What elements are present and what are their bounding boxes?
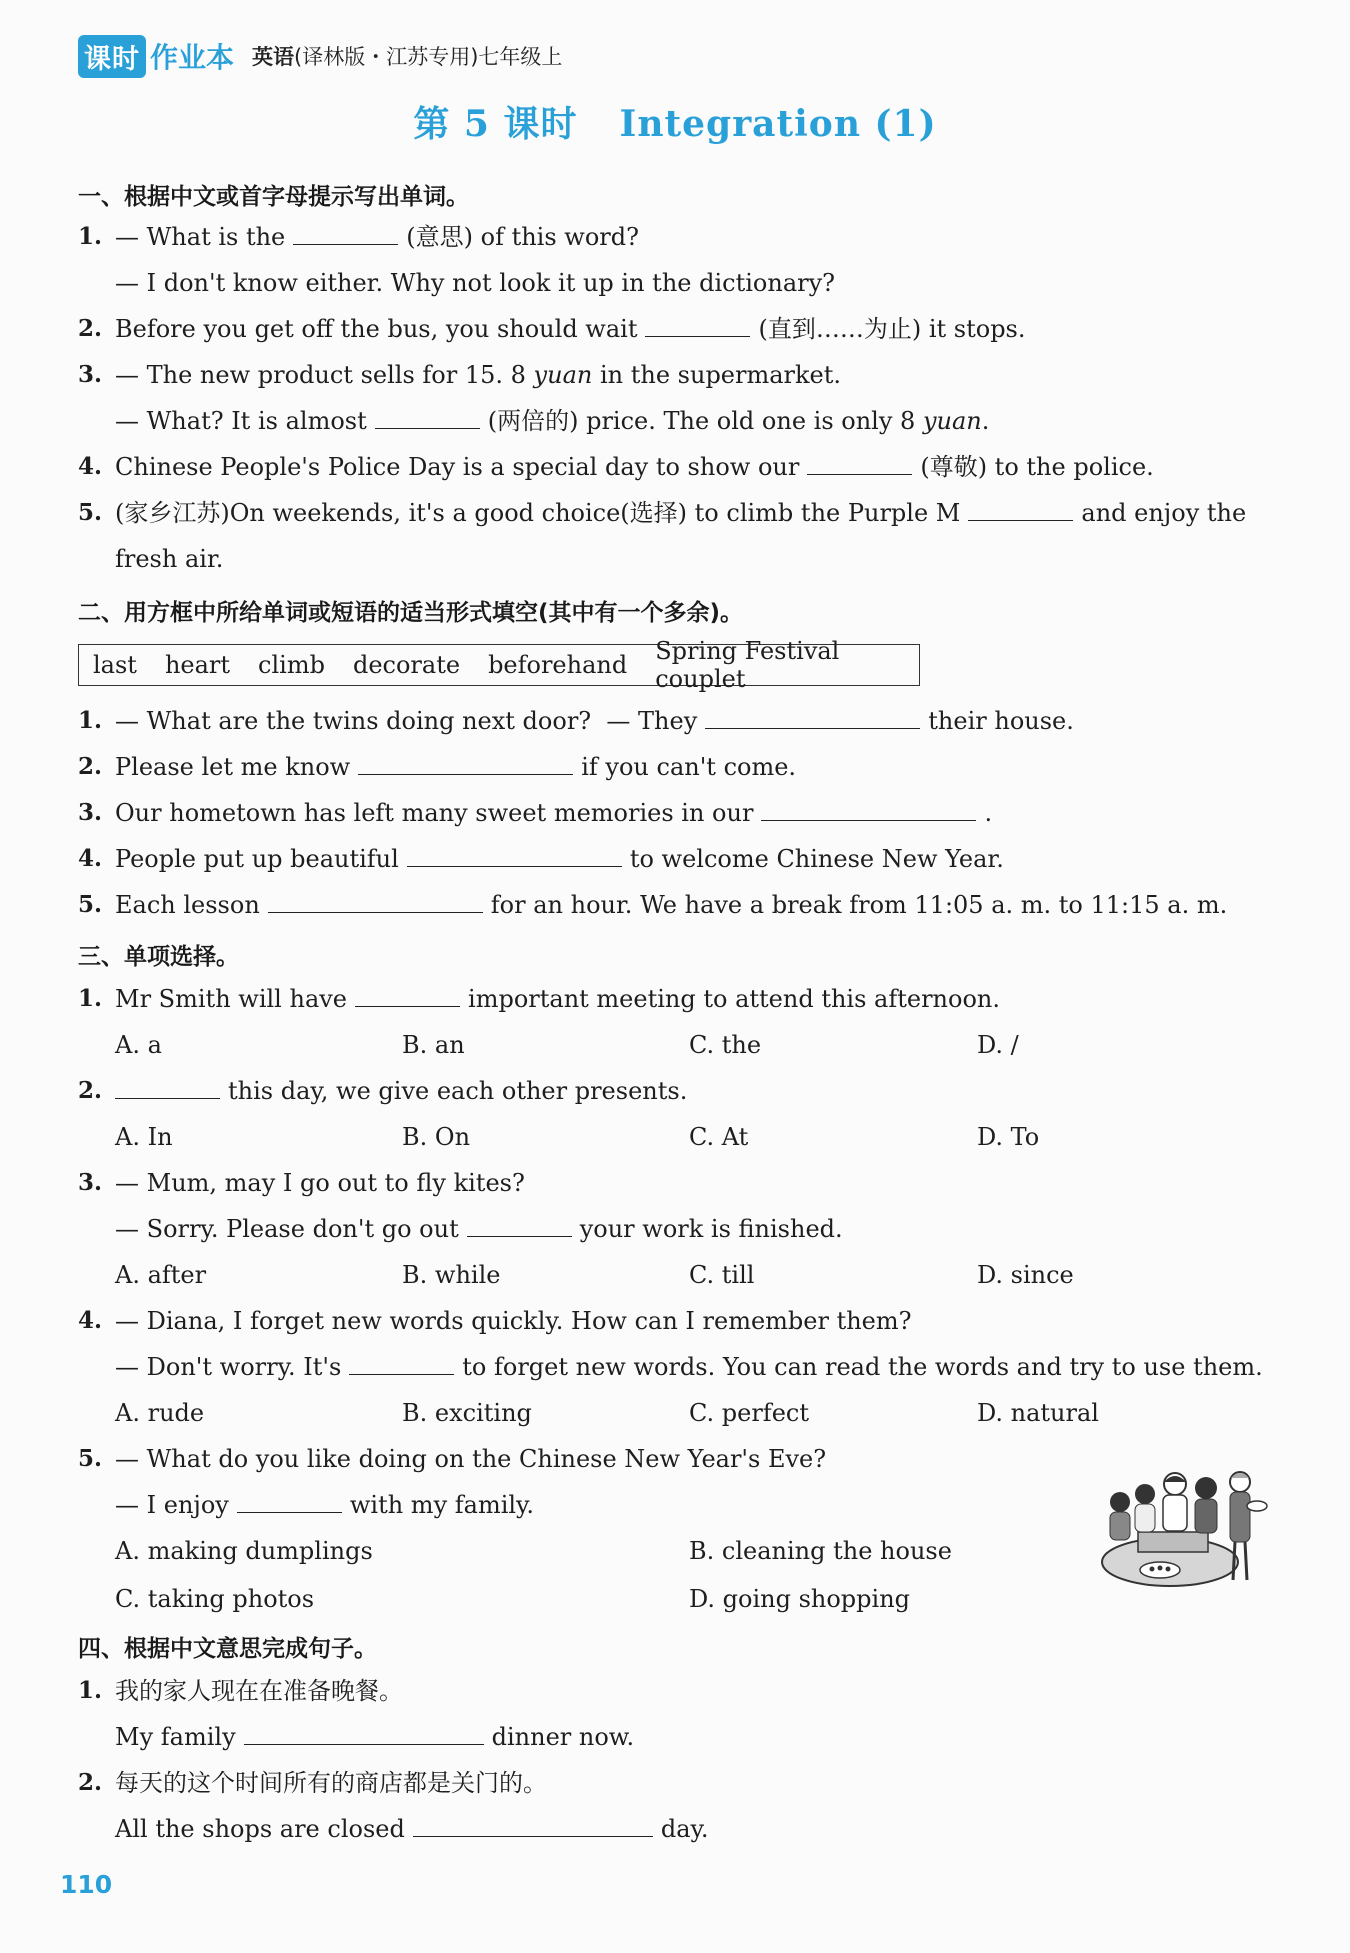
answer-blank[interactable] — [358, 752, 573, 775]
answer-blank[interactable] — [645, 314, 750, 337]
option-c[interactable]: C. the — [689, 1031, 762, 1059]
option-b[interactable]: B. On — [402, 1123, 471, 1151]
section-3-title: 三、单项选择。 — [78, 944, 239, 970]
option-b[interactable]: B. cleaning the house — [689, 1537, 952, 1565]
s1-q2 — [115, 314, 1026, 344]
question-number: 3. — [78, 799, 103, 826]
option-b[interactable]: B. an — [402, 1031, 465, 1059]
option-a[interactable]: A. after — [115, 1261, 207, 1289]
option-d[interactable]: D. going shopping — [689, 1585, 911, 1613]
text: — The new product sells for 15. 8 — [115, 361, 526, 389]
text: (两倍的) price. The old one is only 8 — [487, 407, 916, 435]
question-number: 4. — [78, 1307, 103, 1334]
text: Please let me know — [115, 753, 351, 781]
subject-label — [252, 41, 562, 71]
text: Mr Smith will have — [115, 985, 348, 1013]
word-option: last — [93, 651, 137, 679]
brand-text: 作业本 — [150, 41, 235, 74]
text: and enjoy the — [1081, 499, 1247, 527]
question-number: 2. — [78, 315, 103, 342]
text: — They — [606, 707, 698, 735]
s3-q1 — [115, 984, 1000, 1014]
s1-q5-cont: fresh air. — [115, 545, 224, 573]
option-b[interactable]: B. while — [402, 1261, 501, 1289]
s2-q3: Our hometown has left many sweet memories in our . — [115, 799, 993, 827]
text: their house. — [928, 707, 1074, 735]
option-d[interactable]: D. To — [977, 1123, 1040, 1151]
text: All the shops are closed — [115, 1815, 405, 1843]
word-box — [78, 637, 920, 693]
s1-q3b: — What? It is almost (两倍的) price. The old one is only 8 yuan. — [115, 407, 990, 435]
s1-q1a — [115, 222, 639, 252]
text: People put up beautiful — [115, 845, 399, 873]
s3-q4b — [115, 1352, 1263, 1382]
s2-q1 — [115, 706, 1074, 736]
text: — I enjoy — [115, 1491, 229, 1519]
answer-blank[interactable] — [413, 1814, 653, 1837]
answer-blank[interactable] — [268, 890, 483, 913]
question-number: 3. — [78, 1169, 103, 1196]
s1-q1b: — I don't know either. Why not look it up in the dictionary? — [115, 269, 836, 297]
s3-q5a: — What do you like doing on the Chinese New Year's Eve? — [115, 1445, 827, 1473]
option-c[interactable]: C. taking photos — [115, 1585, 315, 1613]
text: for an hour. We have a break from 11:05 a. m. to 11:15 a. m. — [490, 891, 1228, 919]
lesson-topic: Integration (1) — [619, 103, 937, 145]
s4-q2-chinese: 每天的这个时间所有的商店都是关门的。 — [115, 1769, 547, 1797]
text: — What? It is almost — [115, 407, 367, 435]
text: day. — [660, 1815, 709, 1843]
text: — What are the twins doing next door? — [115, 707, 592, 735]
s2-q5 — [115, 890, 1227, 920]
text: to welcome Chinese New Year. — [629, 845, 1004, 873]
option-a[interactable]: A. In — [115, 1123, 173, 1151]
answer-blank[interactable] — [115, 1076, 220, 1099]
text: (家乡江苏)On weekends, it's a good choice(选择) to climb the Purple M — [115, 499, 961, 527]
answer-blank[interactable] — [407, 844, 622, 867]
word-option: beforehand — [488, 651, 628, 679]
option-a[interactable]: A. a — [115, 1031, 162, 1059]
question-number: 5. — [78, 499, 103, 526]
text: Our hometown has left many sweet memories in our — [115, 799, 754, 827]
brand-box: 课时 — [78, 35, 146, 78]
option-c[interactable]: C. perfect — [689, 1399, 809, 1427]
s3-q5b — [115, 1490, 534, 1520]
answer-blank[interactable] — [355, 984, 460, 1007]
text: this day, we give each other presents. — [228, 1077, 688, 1105]
text: My family — [115, 1723, 236, 1751]
text: Chinese People's Police Day is a special day to show our — [115, 453, 800, 481]
s4-q1 — [115, 1722, 634, 1752]
s3-q2 — [107, 1076, 687, 1106]
question-number: 5. — [78, 891, 103, 918]
s3-q3a: — Mum, may I go out to fly kites? — [115, 1169, 525, 1197]
answer-blank[interactable] — [467, 1214, 572, 1237]
text: yuan — [922, 407, 982, 435]
question-number: 2. — [78, 753, 103, 780]
option-a[interactable]: A. rude — [115, 1399, 205, 1427]
word-option: decorate — [352, 651, 461, 679]
lesson-label: 第 5 课时 — [413, 103, 578, 145]
question-number: 2. — [78, 1769, 103, 1796]
text: if you can't come. — [581, 753, 797, 781]
subject-bold: 英语 — [252, 45, 295, 69]
s1-q4 — [115, 452, 1154, 482]
answer-blank[interactable] — [237, 1490, 342, 1513]
word-option: Spring Festival couplet — [655, 637, 840, 693]
s1-q5 — [115, 498, 1246, 528]
option-c[interactable]: C. At — [689, 1123, 749, 1151]
question-number: 4. — [78, 845, 103, 872]
text: — What is the — [115, 223, 286, 251]
question-number: 3. — [78, 361, 103, 388]
word-option: heart — [164, 651, 231, 679]
brand-logo — [78, 35, 234, 78]
text: (直到……为止) it stops. — [758, 315, 1026, 343]
page-header — [78, 34, 562, 78]
text: — Sorry. Please don't go out — [115, 1215, 459, 1243]
text: yuan — [533, 361, 593, 389]
word-option: climb — [258, 651, 325, 679]
question-number: 4. — [78, 453, 103, 480]
text: (意思) of this word? — [406, 223, 639, 251]
family-dumplings-illustration — [1100, 1462, 1268, 1588]
option-c[interactable]: C. till — [689, 1261, 755, 1289]
answer-blank[interactable] — [244, 1722, 484, 1745]
text: your work is finished. — [579, 1215, 843, 1243]
question-number: 1. — [78, 707, 103, 734]
text: (尊敬) to the police. — [920, 453, 1154, 481]
text: important meeting to attend this afternoon. — [468, 985, 1000, 1013]
lesson-title — [0, 96, 1350, 147]
s2-q4 — [115, 844, 1004, 874]
question-number: 5. — [78, 1445, 103, 1472]
text: — Don't worry. It's — [115, 1353, 342, 1381]
answer-blank[interactable] — [705, 706, 920, 729]
option-d[interactable]: D. natural — [977, 1399, 1099, 1427]
answer-blank[interactable] — [761, 798, 976, 821]
text: in the supermarket. — [599, 361, 842, 389]
question-number: 1. — [78, 1677, 103, 1704]
answer-blank[interactable] — [807, 452, 912, 475]
s3-q3b — [115, 1214, 843, 1244]
section-1-title: 一、根据中文或首字母提示写出单词。 — [78, 184, 469, 210]
s4-q2 — [115, 1814, 709, 1844]
text: with my family. — [349, 1491, 535, 1519]
question-number: 1. — [78, 223, 103, 250]
option-d[interactable]: D. since — [977, 1261, 1074, 1289]
section-2-title: 二、用方框中所给单词或短语的适当形式填空(其中有一个多余)。 — [78, 600, 744, 626]
s3-q4a: — Diana, I forget new words quickly. How can I remember them? — [115, 1307, 912, 1335]
question-number: 1. — [78, 985, 103, 1012]
text: Each lesson — [115, 891, 260, 919]
page-number: 110 — [60, 1870, 113, 1899]
answer-blank[interactable] — [375, 406, 480, 429]
s1-q3a — [115, 360, 841, 390]
option-a[interactable]: A. making dumplings — [115, 1537, 373, 1565]
option-b[interactable]: B. exciting — [402, 1399, 532, 1427]
text: dinner now. — [491, 1723, 635, 1751]
answer-blank[interactable] — [968, 498, 1073, 521]
subject-rest: (译林版・江苏专用)七年级上 — [294, 45, 563, 69]
answer-blank[interactable] — [293, 222, 398, 245]
answer-blank[interactable] — [349, 1352, 454, 1375]
text: to forget new words. You can read the words and try to use them. — [462, 1353, 1263, 1381]
text: Before you get off the bus, you should wait — [115, 315, 638, 343]
question-number: 2. — [78, 1077, 103, 1104]
s4-q1-chinese: 我的家人现在在准备晚餐。 — [115, 1677, 403, 1705]
option-d[interactable]: D. / — [977, 1031, 1019, 1059]
s2-q2 — [115, 752, 796, 782]
section-4-title: 四、根据中文意思完成句子。 — [78, 1636, 377, 1662]
